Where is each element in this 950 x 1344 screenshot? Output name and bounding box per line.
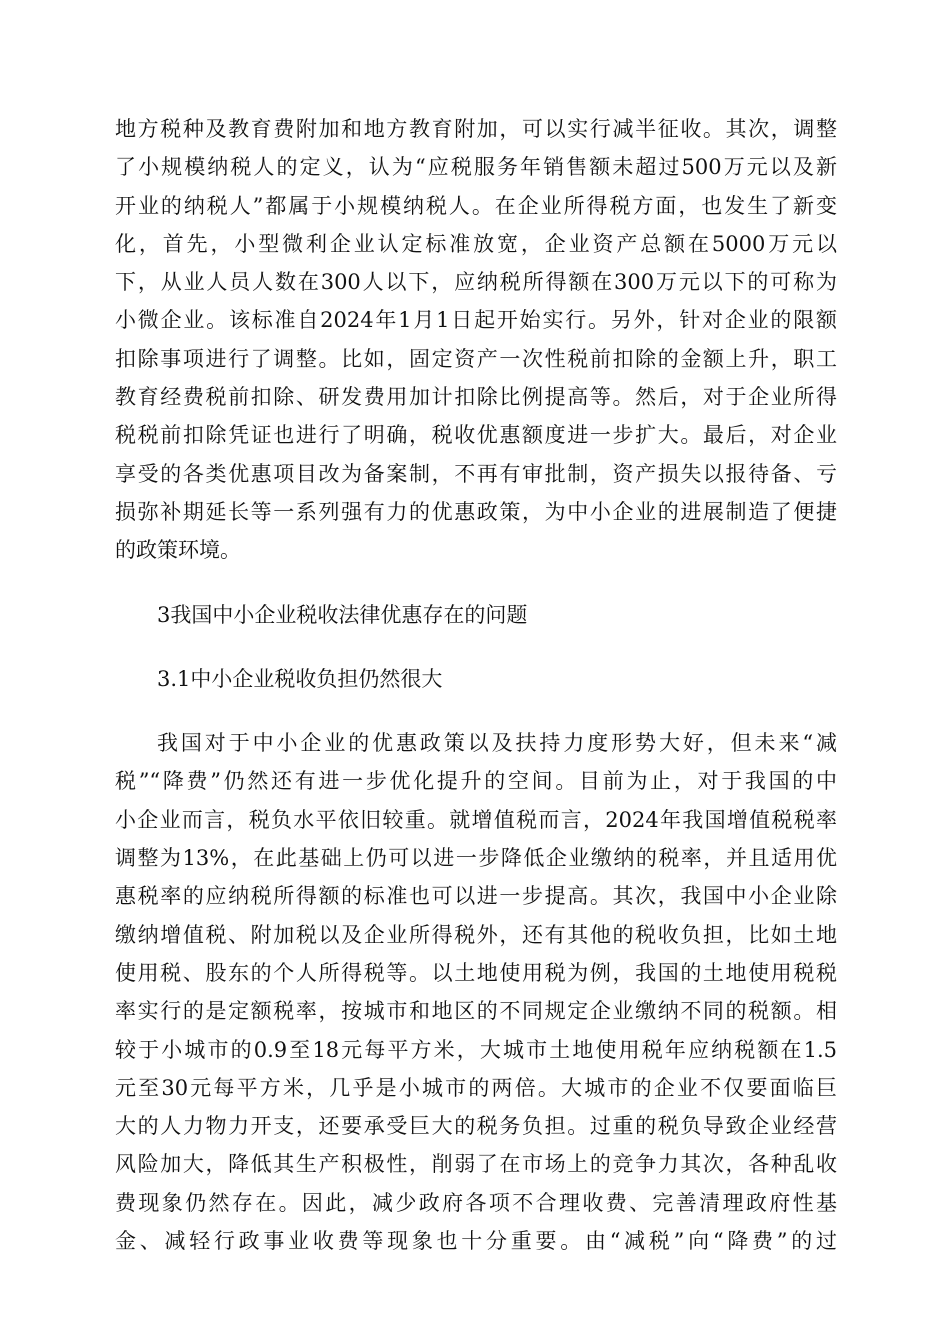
text-line: 的政策环境。 — [115, 538, 241, 563]
text-line: 金、减轻行政事业收费等现象也十分重要。由“减税”向“降费”的过 — [115, 1229, 837, 1254]
paragraph-spacer — [115, 570, 837, 596]
text-line: 开业的纳税人”都属于小规模纳税人。在企业所得税方面，也发生了新变 — [115, 193, 837, 218]
text-line: 税税前扣除凭证也进行了明确，税收优惠额度进一步扩大。最后，对企业 — [115, 423, 837, 448]
paragraph-spacer — [115, 634, 837, 660]
text-line: 我国对于中小企业的优惠政策以及扶持力度形势大好，但未来“减 — [157, 731, 837, 756]
document-body — [115, 110, 837, 1260]
text-line: 下，从业人员人数在300人以下，应纳税所得额在300万元以下的可称为 — [115, 270, 837, 295]
text-line: 小企业而言，税负水平依旧较重。就增值税而言，2024年我国增值税税率 — [115, 807, 837, 832]
subsection-heading: 3.1中小企业税收负担仍然很大 — [157, 666, 443, 691]
paragraph-spacer — [115, 698, 837, 724]
text-line: 教育经费税前扣除、研发费用加计扣除比例提高等。然后，对于企业所得 — [115, 385, 837, 410]
text-line: 费现象仍然存在。因此，减少政府各项不合理收费、完善清理政府性基 — [115, 1190, 837, 1215]
text-line: 元至30元每平方米，几乎是小城市的两倍。大城市的企业不仅要面临巨 — [115, 1075, 837, 1100]
paragraph-tax-policy-changes — [115, 110, 837, 570]
text-line: 化，首先，小型微利企业认定标准放宽，企业资产总额在5000万元以 — [115, 231, 837, 256]
text-line: 率实行的是定额税率，按城市和地区的不同规定企业缴纳不同的税额。相 — [115, 999, 837, 1024]
text-line: 大的人力物力开支，还要承受巨大的税务负担。过重的税负导致企业经营 — [115, 1114, 837, 1139]
section-heading: 3我国中小企业税收法律优惠存在的问题 — [157, 602, 528, 627]
text-line: 享受的各类优惠项目改为备案制，不再有审批制，资产损失以报待备、亏 — [115, 461, 837, 486]
text-line: 调整为13%，在此基础上仍可以进一步降低企业缴纳的税率，并且适用优 — [115, 846, 837, 871]
text-line: 使用税、股东的个人所得税等。以土地使用税为例，我国的土地使用税税 — [115, 960, 837, 985]
text-line: 损弥补期延长等一系列强有力的优惠政策，为中小企业的进展制造了便捷 — [115, 499, 837, 524]
text-line: 了小规模纳税人的定义，认为“应税服务年销售额未超过500万元以及新 — [115, 155, 837, 180]
text-line: 小微企业。该标准自2024年1月1日起开始实行。另外，针对企业的限额 — [115, 308, 837, 333]
text-line: 惠税率的应纳税所得额的标准也可以进一步提高。其次，我国中小企业除 — [115, 884, 837, 909]
text-line: 缴纳增值税、附加税以及企业所得税外，还有其他的税收负担，比如土地 — [115, 922, 837, 947]
text-line: 风险加大，降低其生产积极性，削弱了在市场上的竞争力其次，各种乱收 — [115, 1152, 837, 1177]
text-line: 扣除事项进行了调整。比如，固定资产一次性税前扣除的金额上升，职工 — [115, 346, 837, 371]
text-line: 地方税种及教育费附加和地方教育附加，可以实行减半征收。其次，调整 — [115, 117, 837, 141]
text-line: 税”“降费”仍然还有进一步优化提升的空间。目前为止，对于我国的中 — [115, 769, 837, 794]
paragraph-tax-burden — [115, 724, 837, 1260]
text-line: 较于小城市的0.9至18元每平方米，大城市土地使用税年应纳税额在1.5 — [115, 1037, 837, 1062]
